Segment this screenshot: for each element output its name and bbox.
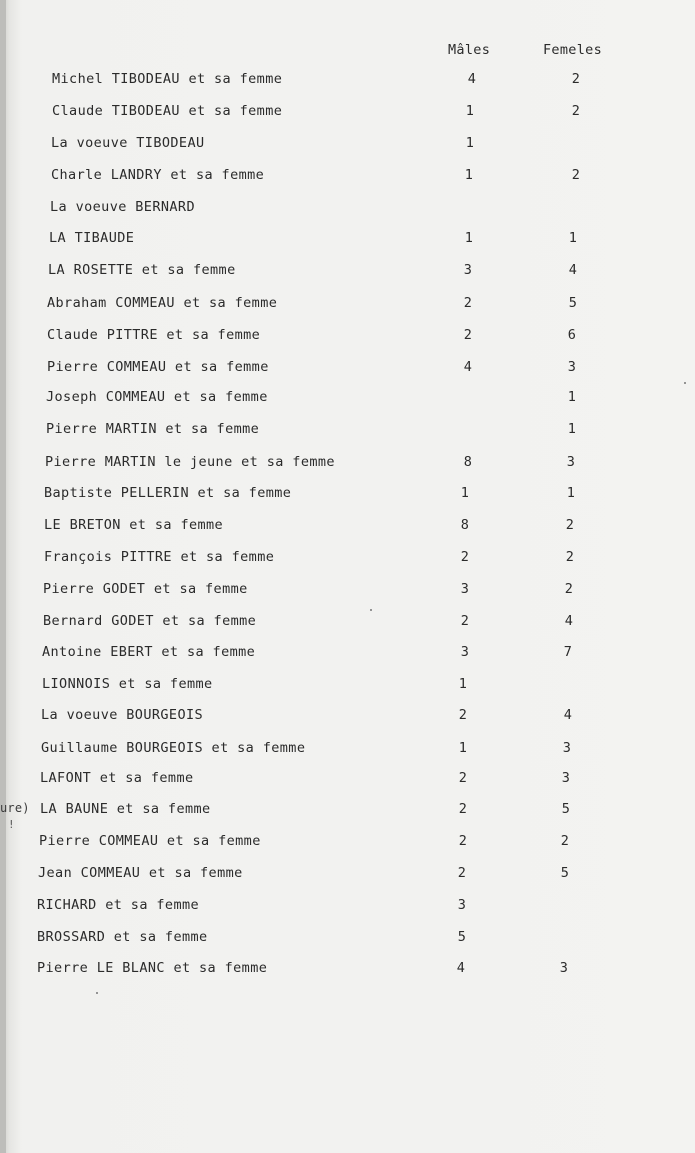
- table-row: [0, 770, 695, 788]
- males-count: 1: [465, 103, 475, 119]
- margin-mark: !: [8, 818, 15, 831]
- margin-note: ure): [0, 801, 30, 815]
- household-name: Pierre GODET et sa femme: [43, 581, 248, 597]
- table-row: [0, 454, 695, 472]
- table-row: [0, 613, 695, 631]
- femeles-count: 7: [563, 644, 573, 660]
- femeles-count: 2: [565, 517, 575, 533]
- household-name: La voeuve TIBODEAU: [51, 135, 205, 151]
- males-count: 2: [463, 295, 473, 311]
- femeles-count: 3: [561, 770, 571, 786]
- header-femeles: Femeles: [543, 42, 602, 58]
- household-name: Pierre MARTIN le jeune et sa femme: [45, 454, 335, 470]
- table-row: [0, 740, 695, 758]
- males-count: 2: [458, 770, 468, 786]
- table-row: [0, 230, 695, 248]
- males-count: 8: [463, 454, 473, 470]
- household-name: Charle LANDRY et sa femme: [51, 167, 265, 183]
- males-count: 2: [460, 613, 470, 629]
- household-name: Abraham COMMEAU et sa femme: [47, 295, 278, 311]
- table-row: [0, 676, 695, 694]
- femeles-count: 6: [567, 327, 577, 343]
- males-count: 3: [457, 897, 467, 913]
- males-count: 4: [467, 71, 477, 87]
- household-name: Pierre MARTIN et sa femme: [46, 421, 260, 437]
- males-count: 3: [463, 262, 473, 278]
- males-count: 2: [460, 549, 470, 565]
- household-name: La voeuve BOURGEOIS: [41, 707, 204, 723]
- males-count: 4: [463, 359, 473, 375]
- femeles-count: 2: [571, 71, 581, 87]
- males-count: 5: [457, 929, 467, 945]
- table-row: [0, 135, 695, 153]
- table-row: [0, 833, 695, 851]
- paper-speck: [370, 609, 372, 611]
- table-row: [0, 421, 695, 439]
- males-count: 1: [458, 676, 468, 692]
- household-name: Claude PITTRE et sa femme: [47, 327, 261, 343]
- femeles-count: 5: [560, 865, 570, 881]
- males-count: 2: [463, 327, 473, 343]
- table-row: [0, 71, 695, 89]
- household-name: LE BRETON et sa femme: [44, 517, 224, 533]
- males-count: 2: [457, 865, 467, 881]
- household-name: LA BAUNE et sa femme: [40, 801, 211, 817]
- femeles-count: 2: [564, 581, 574, 597]
- household-name: BROSSARD et sa femme: [37, 929, 208, 945]
- femeles-count: 4: [564, 613, 574, 629]
- household-name: LAFONT et sa femme: [40, 770, 194, 786]
- household-name: Bernard GODET et sa femme: [43, 613, 257, 629]
- males-count: 4: [456, 960, 466, 976]
- table-row: [0, 644, 695, 662]
- household-name: Pierre COMMEAU et sa femme: [39, 833, 261, 849]
- paper-speck: [96, 992, 98, 994]
- header-males: Mâles: [448, 42, 491, 58]
- males-count: 1: [464, 167, 474, 183]
- household-name: Joseph COMMEAU et sa femme: [46, 389, 268, 405]
- paper-speck: [684, 382, 686, 384]
- household-name: La voeuve BERNARD: [50, 199, 195, 215]
- femeles-count: 2: [571, 167, 581, 183]
- table-row: [0, 295, 695, 313]
- household-name: Pierre LE BLANC et sa femme: [37, 960, 268, 976]
- table-row: [0, 549, 695, 567]
- femeles-count: 5: [568, 295, 578, 311]
- femeles-count: 4: [563, 707, 573, 723]
- males-count: 3: [460, 581, 470, 597]
- household-name: Antoine EBERT et sa femme: [42, 644, 256, 660]
- table-row: [0, 865, 695, 883]
- femeles-count: 1: [567, 421, 577, 437]
- household-name: LA TIBAUDE: [49, 230, 135, 246]
- males-count: 2: [458, 801, 468, 817]
- table-row: [0, 801, 695, 819]
- femeles-count: 1: [568, 230, 578, 246]
- household-name: Jean COMMEAU et sa femme: [38, 865, 243, 881]
- household-name: Guillaume BOURGEOIS et sa femme: [41, 740, 306, 756]
- males-count: 3: [460, 644, 470, 660]
- household-name: RICHARD et sa femme: [37, 897, 200, 913]
- femeles-count: 1: [567, 389, 577, 405]
- table-row: [0, 897, 695, 915]
- table-row: [0, 103, 695, 121]
- table-row: [0, 262, 695, 280]
- table-row: [0, 707, 695, 725]
- household-name: François PITTRE et sa femme: [44, 549, 275, 565]
- table-row: [0, 359, 695, 377]
- femeles-count: 3: [566, 454, 576, 470]
- femeles-count: 1: [566, 485, 576, 501]
- femeles-count: 3: [559, 960, 569, 976]
- household-name: LIONNOIS et sa femme: [42, 676, 213, 692]
- males-count: 1: [460, 485, 470, 501]
- household-name: LA ROSETTE et sa femme: [48, 262, 236, 278]
- table-row: [0, 517, 695, 535]
- femeles-count: 2: [560, 833, 570, 849]
- males-count: 2: [458, 833, 468, 849]
- femeles-count: 4: [568, 262, 578, 278]
- household-name: Michel TIBODEAU et sa femme: [52, 71, 283, 87]
- femeles-count: 2: [571, 103, 581, 119]
- males-count: 1: [458, 740, 468, 756]
- table-row: [0, 167, 695, 185]
- table-row: [0, 389, 695, 407]
- table-row: [0, 929, 695, 947]
- males-count: 1: [464, 230, 474, 246]
- table-row: [0, 960, 695, 978]
- males-count: 2: [458, 707, 468, 723]
- males-count: 1: [465, 135, 475, 151]
- femeles-count: 3: [567, 359, 577, 375]
- femeles-count: 2: [565, 549, 575, 565]
- household-name: Baptiste PELLERIN et sa femme: [44, 485, 292, 501]
- femeles-count: 5: [561, 801, 571, 817]
- table-row: [0, 485, 695, 503]
- household-name: Claude TIBODEAU et sa femme: [52, 103, 283, 119]
- table-row: [0, 327, 695, 345]
- males-count: 8: [460, 517, 470, 533]
- household-name: Pierre COMMEAU et sa femme: [47, 359, 269, 375]
- table-row: [0, 581, 695, 599]
- table-row: [0, 199, 695, 217]
- femeles-count: 3: [562, 740, 572, 756]
